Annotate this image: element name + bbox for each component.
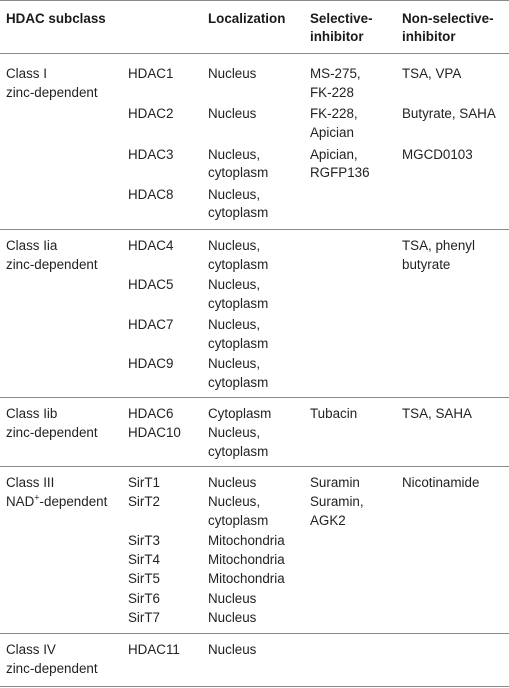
group-rule xyxy=(0,397,509,398)
localization: Nucleus, xyxy=(208,425,261,440)
header-selective-line2: inhibitor xyxy=(310,29,364,44)
group-class-iia-name-1: Class Iia xyxy=(6,238,58,253)
group-class-iia-name-2: zinc-dependent xyxy=(6,257,98,272)
localization: cytoplasm xyxy=(208,375,269,390)
group-rule xyxy=(0,633,509,634)
group-class-i-name-1: Class I xyxy=(6,66,47,81)
localization: Nucleus, xyxy=(208,147,261,162)
hdac-id: HDAC2 xyxy=(128,106,174,121)
selective-inhibitor: Tubacin xyxy=(310,406,358,421)
nonselective-inhibitor: butyrate xyxy=(402,257,451,272)
selective-inhibitor: RGFP136 xyxy=(310,165,370,180)
localization: Nucleus, xyxy=(208,317,261,332)
hdac-id: SirT4 xyxy=(128,552,160,567)
header-localization: Localization xyxy=(208,11,286,26)
selective-inhibitor: FK-228, xyxy=(310,106,358,121)
selective-inhibitor: FK-228 xyxy=(310,85,354,100)
selective-inhibitor: Apician xyxy=(310,125,354,140)
nonselective-inhibitor: TSA, SAHA xyxy=(402,406,472,421)
header-subclass: HDAC subclass xyxy=(6,11,106,26)
localization: Nucleus xyxy=(208,475,257,490)
localization: Nucleus xyxy=(208,610,257,625)
hdac-id: HDAC7 xyxy=(128,317,174,332)
localization: Nucleus xyxy=(208,642,257,657)
hdac-id: HDAC4 xyxy=(128,238,174,253)
hdac-id: HDAC5 xyxy=(128,277,174,292)
localization: Nucleus xyxy=(208,106,257,121)
localization: cytoplasm xyxy=(208,336,269,351)
header-selective-line1: Selective- xyxy=(310,11,373,26)
hdac-id: HDAC8 xyxy=(128,187,174,202)
header-nonselective-line2: inhibitor xyxy=(402,29,456,44)
hdac-id: SirT5 xyxy=(128,571,160,586)
localization: Nucleus xyxy=(208,66,257,81)
localization: Nucleus, xyxy=(208,277,261,292)
nonselective-inhibitor: Nicotinamide xyxy=(402,475,480,490)
localization: Nucleus, xyxy=(208,187,261,202)
nonselective-inhibitor: TSA, VPA xyxy=(402,66,462,81)
group-class-i-name-2: zinc-dependent xyxy=(6,85,98,100)
selective-inhibitor: Suramin xyxy=(310,475,360,490)
hdac-id: SirT3 xyxy=(128,533,160,548)
hdac-id: HDAC9 xyxy=(128,356,174,371)
localization: cytoplasm xyxy=(208,444,269,459)
selective-inhibitor: MS-275, xyxy=(310,66,361,81)
nonselective-inhibitor: TSA, phenyl xyxy=(402,238,475,253)
hdac-id: SirT6 xyxy=(128,591,160,606)
group-rule xyxy=(0,466,509,467)
localization: cytoplasm xyxy=(208,165,269,180)
selective-inhibitor: Suramin, xyxy=(310,494,364,509)
hdac-id: HDAC3 xyxy=(128,147,174,162)
localization: cytoplasm xyxy=(208,513,269,528)
localization: Mitochondria xyxy=(208,571,285,586)
table-bottom-rule xyxy=(0,686,509,687)
group-class-iv-name-2: zinc-dependent xyxy=(6,661,98,676)
hdac-id: SirT7 xyxy=(128,610,160,625)
hdac-id: HDAC11 xyxy=(128,642,180,657)
localization: Nucleus, xyxy=(208,494,261,509)
header-rule xyxy=(0,53,509,54)
localization: Mitochondria xyxy=(208,552,285,567)
hdac-id: SirT2 xyxy=(128,494,160,509)
hdac-id: SirT1 xyxy=(128,475,160,490)
localization: Cytoplasm xyxy=(208,406,272,421)
localization: Nucleus, xyxy=(208,238,261,253)
localization: Nucleus, xyxy=(208,356,261,371)
hdac-id: HDAC10 xyxy=(128,425,181,440)
nonselective-inhibitor: Butyrate, SAHA xyxy=(402,106,496,121)
table-top-rule xyxy=(0,0,509,1)
localization: cytoplasm xyxy=(208,205,269,220)
nonselective-inhibitor: MGCD0103 xyxy=(402,147,473,162)
group-rule xyxy=(0,229,509,230)
selective-inhibitor: AGK2 xyxy=(310,513,346,528)
localization: Mitochondria xyxy=(208,533,285,548)
localization: cytoplasm xyxy=(208,257,269,272)
hdac-id: HDAC6 xyxy=(128,406,174,421)
group-class-iib-name-2: zinc-dependent xyxy=(6,425,98,440)
group-class-iii-name-2: NAD+-dependent xyxy=(6,492,108,509)
header-nonselective-line1: Non-selective- xyxy=(402,11,494,26)
group-class-iii-name-1: Class III xyxy=(6,475,55,490)
localization: Nucleus xyxy=(208,591,257,606)
group-class-iv-name-1: Class IV xyxy=(6,642,56,657)
group-class-iib-name-1: Class Iib xyxy=(6,406,58,421)
localization: cytoplasm xyxy=(208,296,269,311)
hdac-id: HDAC1 xyxy=(128,66,174,81)
selective-inhibitor: Apician, xyxy=(310,147,358,162)
